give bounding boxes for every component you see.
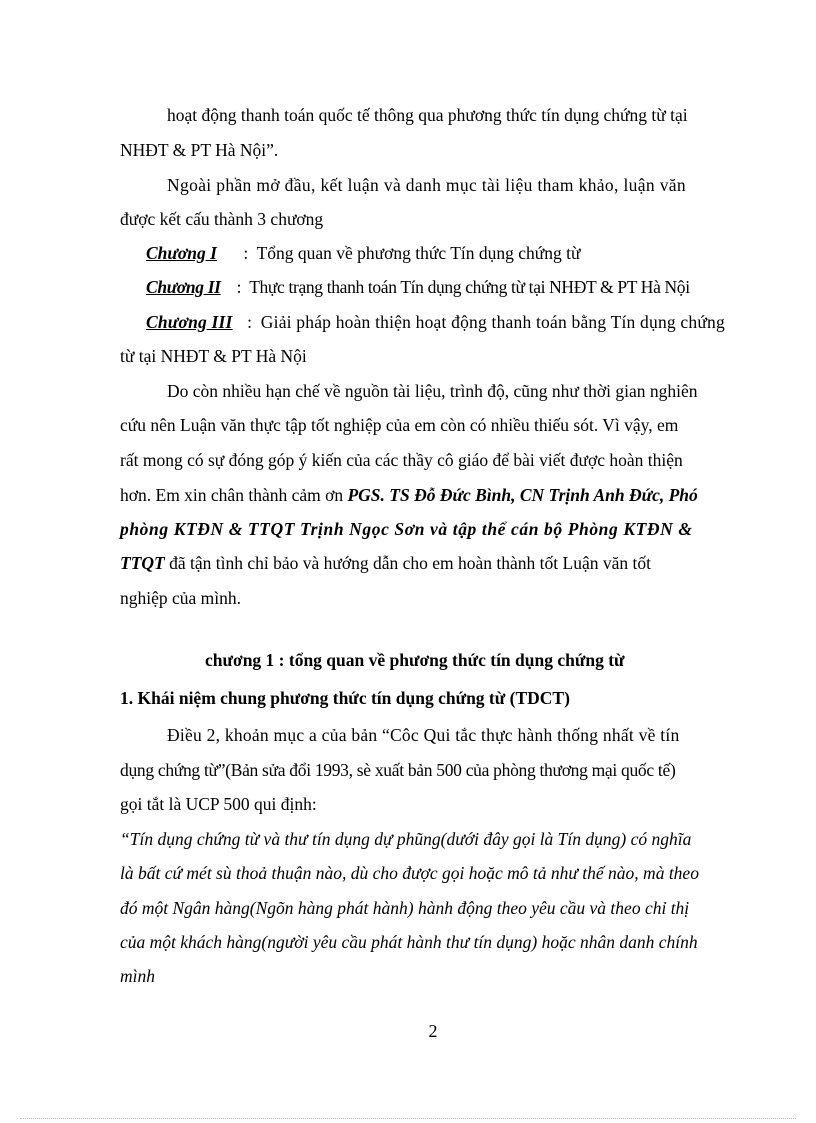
paragraph-3-line-1: Do còn nhiều hạn chế về nguồn tài liệu, trình độ, cũng như thời gian nghiên <box>167 381 698 401</box>
chapter-title: Giải pháp hoàn thiện hoạt động thanh toán bằng Tín dụng chứng <box>260 312 725 332</box>
section-heading: 1. Khái niệm chung phương thức tín dụng chứng từ (TDCT) <box>120 688 570 708</box>
paragraph-4-line-3: gọi tắt là UCP 500 qui định: <box>120 794 317 814</box>
quote-line-3: đó một Ngân hàng(Ngõn hàng phát hành) hành động theo yêu cầu và theo chỉ thị <box>120 898 690 918</box>
chapter-separator: : <box>247 312 253 332</box>
chapter-item <box>146 311 725 333</box>
chapter-item-continuation: từ tại NHĐT & PT Hà Nội <box>120 346 307 366</box>
chapter-separator: : <box>243 243 249 263</box>
quote-line-5: mình <box>120 966 155 986</box>
chapter-label: Chương I <box>146 243 217 263</box>
acknowledged-department: TTQT <box>120 553 165 573</box>
acknowledged-names: PGS. TS Đỗ Đức Bình, CN Trịnh Anh Đức, Phó <box>347 485 698 505</box>
paragraph-4-line-1: Điều 2, khoản mục a của bản “Côc Qui tắc thực hành thống nhất về tín <box>167 725 680 745</box>
paragraph-3-line-3: rất mong có sự đóng góp ý kiến của các thầy cô giáo để bài viết được hoàn thiện <box>120 450 683 470</box>
paragraph-4-line-2: dụng chứng từ”(Bản sửa đổi 1993, sè xuất bản 500 của phòng thương mại quốc tế) <box>120 760 676 780</box>
thanks-text: hơn. Em xin chân thành cảm ơn <box>120 485 344 505</box>
chapter-label: Chương II <box>146 277 221 297</box>
quote-line-1: “Tín dụng chứng từ và thư tín dụng dự phũng(dưới đây gọi là Tín dụng) có nghĩa <box>120 829 692 849</box>
chapter-label: Chương III <box>146 312 233 332</box>
page-number: 2 <box>428 1021 438 1041</box>
paragraph-3-line-4 <box>120 484 698 506</box>
chapter-item <box>146 276 690 298</box>
page-bottom-divider <box>20 1118 796 1119</box>
paragraph-2-line-2: được kết cấu thành 3 chương <box>120 209 324 229</box>
paragraph-3-line-7: nghiệp của mình. <box>120 588 242 608</box>
paragraph-1-line-1: hoạt động thanh toán quốc tế thông qua phương thức tín dụng chứng từ tại <box>167 105 688 125</box>
chapter-heading: chương 1 : tổng quan về phương thức tín dụng chứng từ <box>205 650 625 670</box>
chapter-separator: : <box>236 277 242 297</box>
thanks-continuation: đã tận tình chỉ bảo và hướng dẫn cho em hoàn thành tốt Luận văn tốt <box>169 553 651 573</box>
chapter-item <box>146 242 581 264</box>
quote-line-2: là bất cứ mét sù thoả thuận nào, dù cho được gọi hoặc mô tả như thế nào, mà theo <box>120 863 699 883</box>
paragraph-3-line-6 <box>120 552 651 574</box>
paragraph-1-line-2: NHĐT & PT Hà Nội”. <box>120 140 279 160</box>
quote-line-4: của một khách hàng(người yêu cầu phát hành thư tín dụng) hoặc nhân danh chính <box>120 932 698 952</box>
chapter-title: Thực trạng thanh toán Tín dụng chứng từ tại NHĐT & PT Hà Nội <box>249 277 690 297</box>
paragraph-3-line-5: phòng KTĐN & TTQT Trịnh Ngọc Sơn và tập thể cán bộ Phòng KTĐN & <box>120 519 693 539</box>
paragraph-2-line-1: Ngoài phần mở đầu, kết luận và danh mục tài liệu tham khảo, luận văn <box>167 175 687 195</box>
chapter-title: Tổng quan về phương thức Tín dụng chứng từ <box>256 243 581 263</box>
paragraph-3-line-2: cứu nên Luận văn thực tập tốt nghiệp của em còn có nhiều thiếu sót. Vì vậy, em <box>120 415 679 435</box>
